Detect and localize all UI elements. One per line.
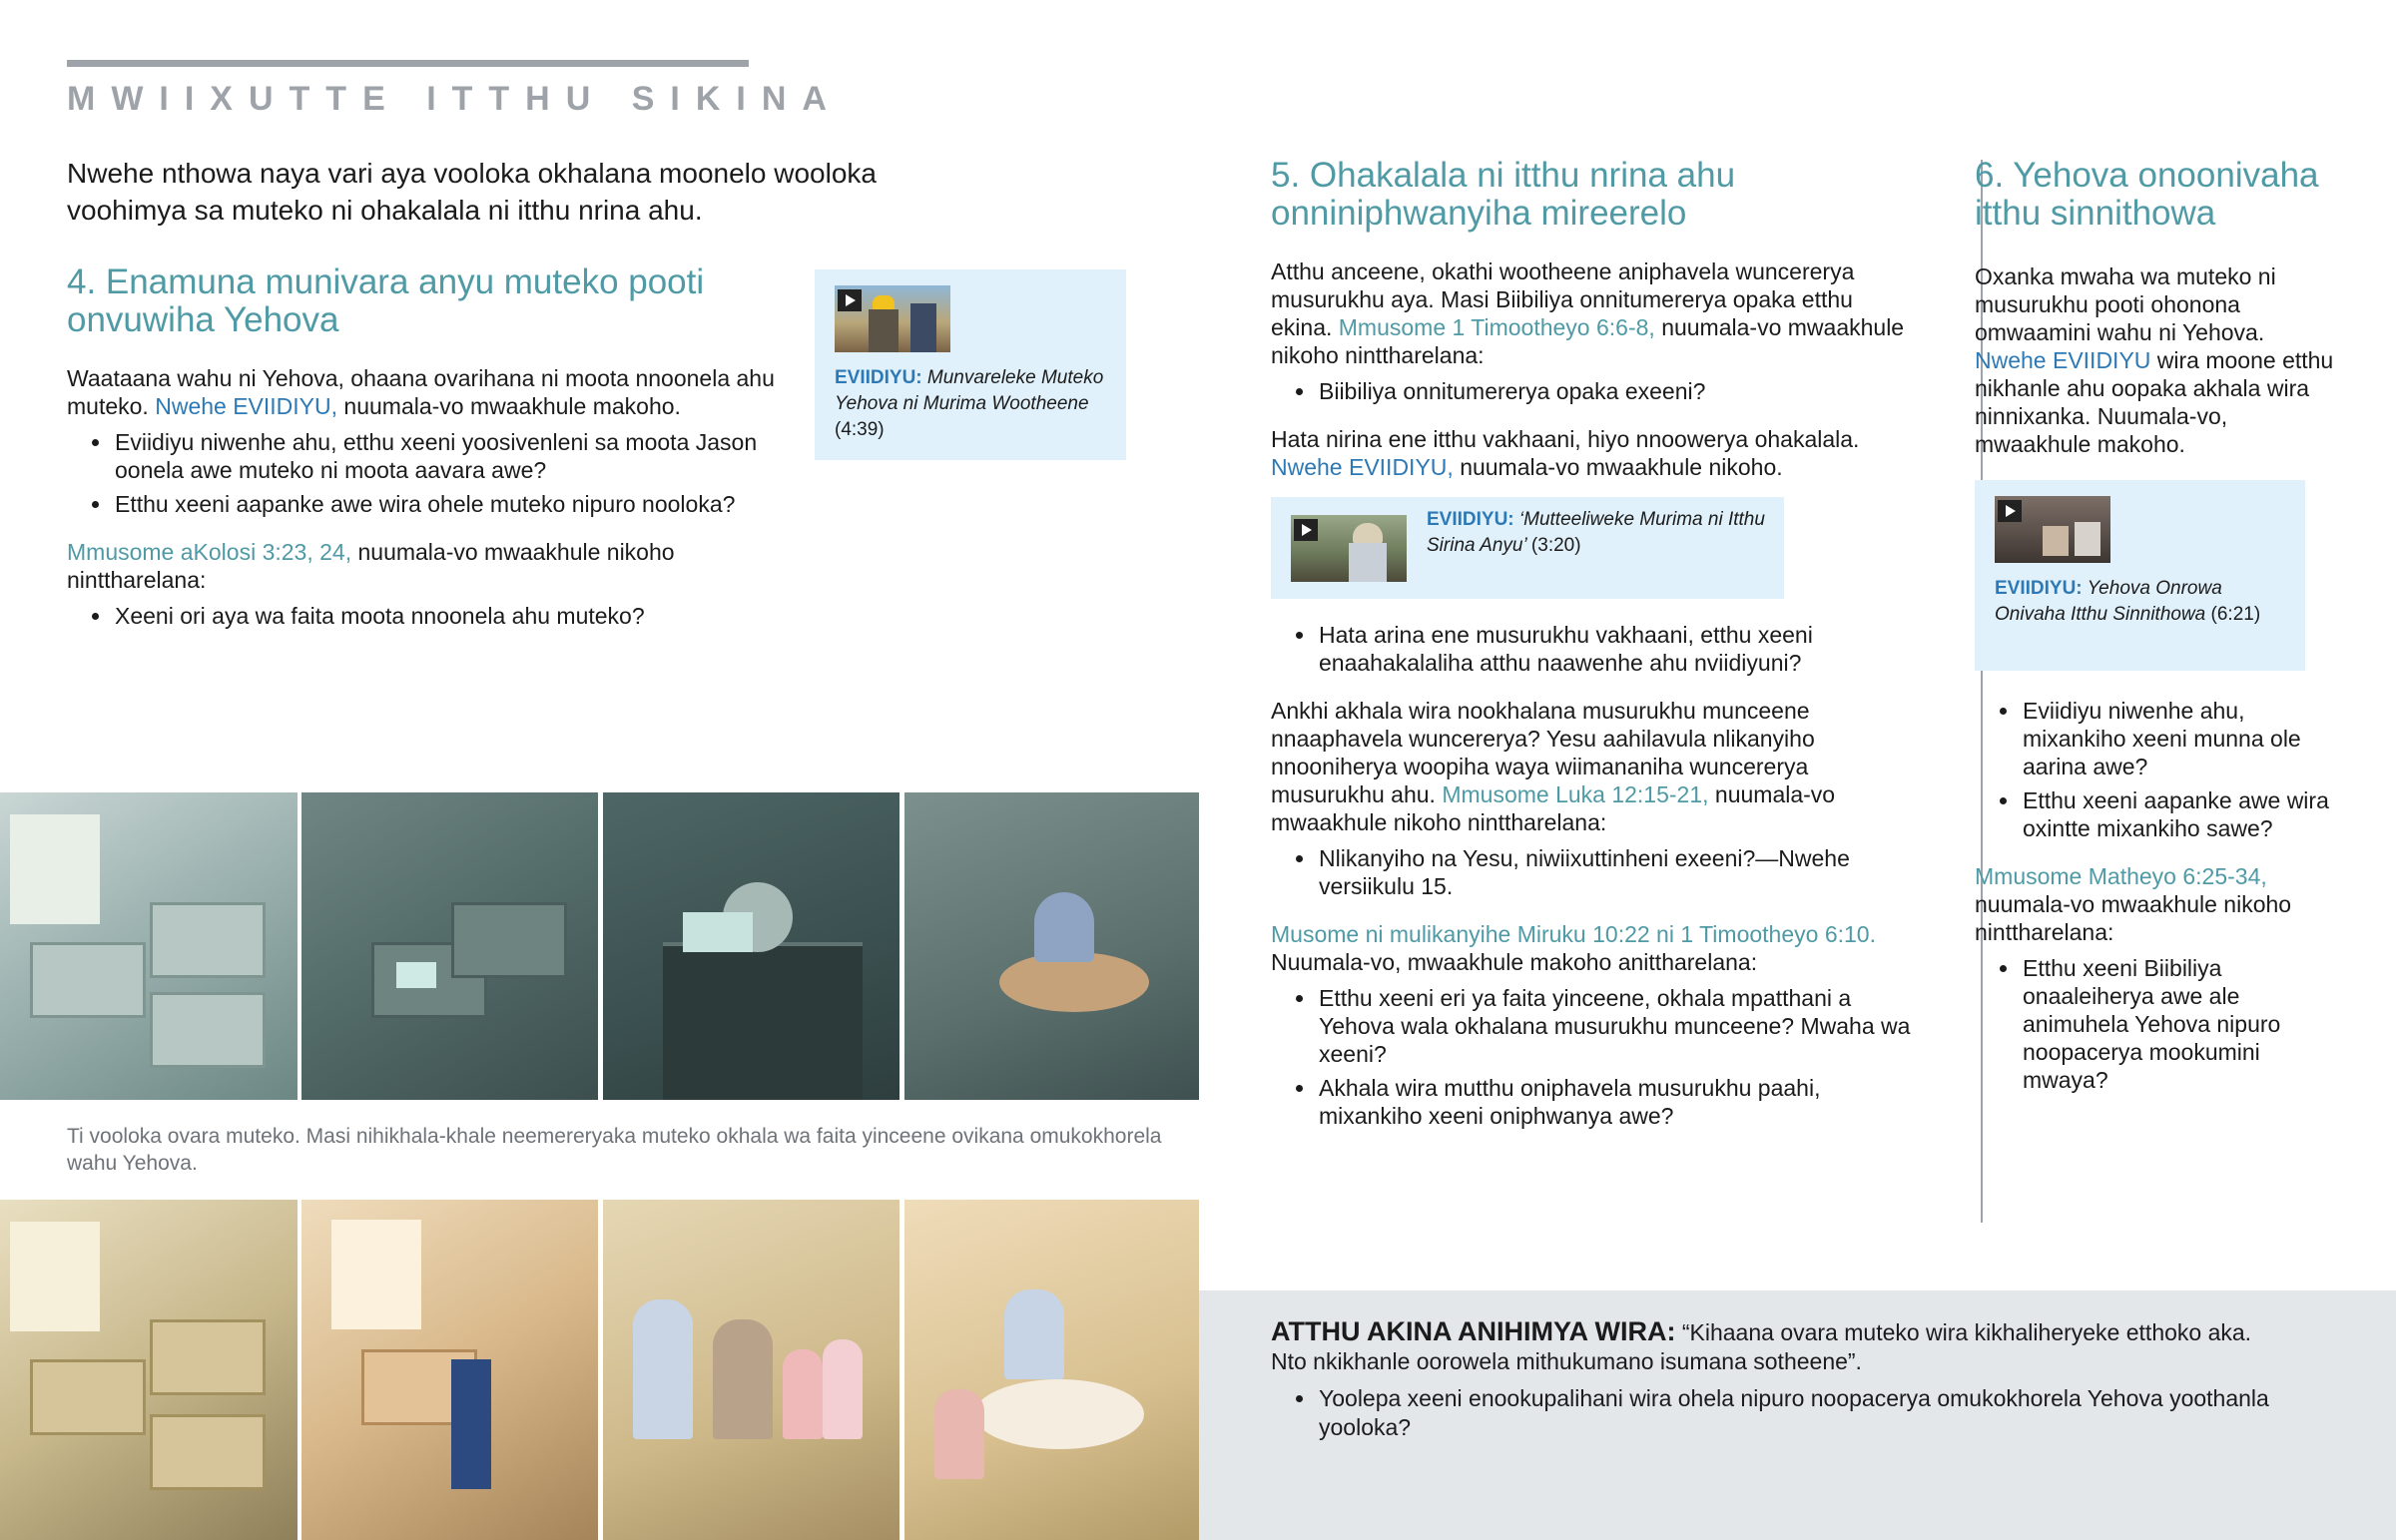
video-card-section4[interactable]	[815, 269, 1126, 460]
video-card-section6[interactable]	[1975, 480, 2305, 671]
office-scene-3	[603, 792, 899, 1100]
section6-questions-2	[1975, 954, 2334, 1094]
video-label: EVIIDIYU:	[1427, 509, 1514, 530]
section4-body	[67, 364, 786, 636]
section5-paragraph-2	[1271, 425, 1920, 481]
header-rule	[67, 60, 749, 67]
objection-questions	[1271, 1384, 2269, 1442]
section5-paragraph-1	[1271, 257, 1920, 369]
video-label: EVIIDIYU:	[835, 367, 922, 388]
video-thumbnail[interactable]	[835, 285, 950, 352]
video-duration: (6:21)	[2210, 604, 2261, 625]
read-instruction: nuumala-vo mwaakhule nikoho ninttharelana:	[1271, 781, 1836, 835]
office-scene-1	[0, 792, 298, 1100]
list-item: • Hata arina ene musurukhu vakhaani, etthu xeeni enaahakalaliha atthu naawenhe ahu nviidiyuni?	[1317, 621, 1920, 677]
video-duration: (4:39)	[835, 419, 885, 440]
scripture-link[interactable]: Mmusome 1 Timootheyo 6:6-8,	[1338, 314, 1655, 340]
read-instruction: Nuumala-vo, mwaakhule makoho anittharelana:	[1271, 949, 1758, 975]
section6-paragraph-1	[1975, 262, 2334, 458]
objection-content	[1271, 1317, 2269, 1448]
kitchen-scene-1	[904, 792, 1199, 1100]
illustration-top-row	[0, 792, 1199, 1100]
video-caption	[835, 365, 1104, 443]
section5-questions-2	[1271, 621, 1920, 677]
video-thumbnail[interactable]	[1995, 496, 2110, 563]
video-caption	[1995, 576, 2284, 628]
play-icon[interactable]	[1294, 519, 1318, 541]
section4-questions	[67, 428, 786, 518]
office-scene-2	[301, 792, 598, 1100]
list-item: • Yoolepa xeeni enookupalihani wira ohela nipuro noopacerya omukokhorela Yehova yoothanla yooloka?	[1317, 1384, 2269, 1442]
section5-para3-text: Ankhi akhala wira nookhalana musurukhu munceene nnaaphavela wuncererya? Yesu aahilavula nlikanyiho nnooniherya woopiha waya wiimananiha wuncererya musurukhu ahu.	[1271, 698, 1815, 807]
scripture-link[interactable]: Mmusome aKolosi 3:23, 24,	[67, 539, 352, 565]
objection-label: ATTHU AKINA ANIHIMYA WIRA:	[1271, 1316, 1676, 1346]
section6-para1-tail: wira moone etthu nikhanle ahu oopaka akhala wira ninnixanka. Nuumala-vo, mwaakhule makoho.	[1975, 347, 2334, 457]
section4-read-paragraph	[67, 538, 786, 594]
office-scene-4	[0, 1200, 298, 1540]
section4-questions-2	[67, 602, 786, 630]
video-label: EVIIDIYU:	[1995, 578, 2083, 599]
video-title: ‘Mutteeliweke Murima ni Itthu Sirina Anyu’	[1427, 509, 1765, 556]
section5-paragraph-4	[1271, 920, 1920, 976]
video-title: Yehova Onrowa Onivaha Itthu Sinnithowa	[1995, 578, 2222, 625]
family-scene	[603, 1200, 899, 1540]
section5-para2-tail: nuumala-vo mwaakhule nikoho.	[1460, 454, 1783, 480]
section5-paragraph-3	[1271, 697, 1920, 836]
list-item: • Eviidiyu niwenhe ahu, mixankiho xeeni munna ole aarina awe?	[2021, 697, 2334, 780]
illustration-caption: Ti vooloka ovara muteko. Masi nihikhala-khale neemereryaka muteko okhala wa faita yinceene ovikana omukokhorela wahu Yehova.	[67, 1125, 1162, 1175]
list-item: • Etthu xeeni aapanke awe wira oxintte mixankiho sawe?	[2021, 786, 2334, 842]
video-title: Munvareleke Muteko Yehova ni Murima Wootheene	[835, 367, 1104, 414]
list-item: • Xeeni ori aya wa faita moota nnoonela ahu muteko?	[113, 602, 786, 630]
play-icon[interactable]	[838, 289, 862, 311]
video-caption	[1427, 507, 1766, 559]
section5-body	[1271, 257, 1920, 1136]
section4-para-text: Waataana wahu ni Yehova, ohaana ovarihana ni moota nnoonela ahu muteko.	[67, 365, 775, 419]
list-item: • Akhala wira mutthu oniphavela musurukhu paahi, mixankiho xeeni oniphwanya awe?	[1317, 1074, 1920, 1130]
office-scene-5	[301, 1200, 598, 1540]
watch-video-link[interactable]: Nwehe EVIIDIYU,	[1271, 454, 1454, 480]
scripture-link[interactable]: Mmusome Luka 12:15-21,	[1442, 781, 1709, 807]
video-card-section5[interactable]	[1271, 497, 1784, 599]
objection-paragraph	[1271, 1317, 2269, 1376]
section-kicker: MWIIXUTTE ITTHU SIKINA	[67, 80, 843, 118]
list-item: • Etthu xeeni eri ya faita yinceene, okhala mpatthani a Yehova wala okhalana musurukhu munceene? Mwaha wa xeeni?	[1317, 984, 1920, 1068]
read-instruction: nuumala-vo mwaakhule nikoho ninttharelana:	[1975, 891, 2292, 945]
list-item: • Etthu xeeni Biibiliya onaaleiherya awe ale animuhela Yehova nipuro noopacerya mookumini mwaya?	[2021, 954, 2334, 1094]
section5-para2-text: Hata nirina ene itthu vakhaani, hiyo nnoowerya ohakalala.	[1271, 426, 1860, 452]
list-item: • Nlikanyiho na Yesu, niwiixuttinheni exeeni?—Nwehe versiikulu 15.	[1317, 844, 1920, 900]
section5-questions-4	[1271, 984, 1920, 1130]
list-item: • Eviidiyu niwenhe ahu, etthu xeeni yoosivenleni sa moota Jason oonela awe muteko ni moota aavara awe?	[113, 428, 786, 484]
objection-quote: “Kihaana ovara muteko wira kikhaliheryeke etthoko aka. Nto nkikhanle oorowela mithukumano isumana sotheene”.	[1271, 1319, 2252, 1374]
scripture-link[interactable]: Musome ni mulikanyihe Miruku 10:22 ni 1 Timootheyo 6:10.	[1271, 921, 1876, 947]
scripture-link[interactable]: Mmusome Matheyo 6:25-34,	[1975, 863, 2267, 889]
video-duration: (3:20)	[1530, 535, 1581, 556]
watch-video-link[interactable]: Nwehe EVIIDIYU	[1975, 347, 2151, 373]
list-item: • Biibiliya onnitumererya opaka exeeni?	[1317, 377, 1920, 405]
section6-para1-text: Oxanka mwaha wa muteko ni musurukhu pooti ohonona omwaamini wahu ni Yehova.	[1975, 263, 2276, 345]
kitchen-scene-2	[904, 1200, 1199, 1540]
watch-video-link[interactable]: Nwehe EVIIDIYU,	[155, 393, 338, 419]
section4-title: 4. Enamuna munivara anyu muteko pooti onvuwiha Yehova	[67, 262, 705, 339]
play-icon[interactable]	[1998, 500, 2022, 522]
section6-title: 6. Yehova onoonivaha itthu sinnithowa	[1975, 156, 2319, 233]
read-instruction: nuumala-vo mwaakhule nikoho ninttharelana:	[67, 539, 675, 593]
illustration-bottom-row	[0, 1200, 1199, 1540]
section5-questions-1	[1271, 377, 1920, 405]
intro-text: Nwehe nthowa naya vari aya vooloka okhalana moonelo wooloka voohimya sa muteko ni ohakalala ni itthu nrina ahu.	[67, 158, 877, 226]
section6-questions-1	[1975, 697, 2334, 842]
section6-read-paragraph	[1975, 862, 2334, 946]
section4-para-tail: nuumala-vo mwaakhule makoho.	[343, 393, 681, 419]
read-instruction: nuumala-vo mwaakhule nikoho ninttharelana:	[1271, 314, 1905, 368]
list-item: • Etthu xeeni aapanke awe wira ohele muteko nipuro nooloka?	[113, 490, 786, 518]
section5-para1-text: Atthu anceene, okathi wootheene aniphavela wuncererya musurukhu aya. Masi Biibiliya onnitumererya opaka etthu ekina.	[1271, 258, 1855, 340]
section4-paragraph	[67, 364, 786, 420]
section5-questions-3	[1271, 844, 1920, 900]
section5-title: 5. Ohakalala ni itthu nrina ahu onniniphwanyiha mireerelo	[1271, 156, 1736, 233]
video-thumbnail[interactable]	[1291, 515, 1407, 582]
section6-body	[1975, 262, 2334, 1100]
